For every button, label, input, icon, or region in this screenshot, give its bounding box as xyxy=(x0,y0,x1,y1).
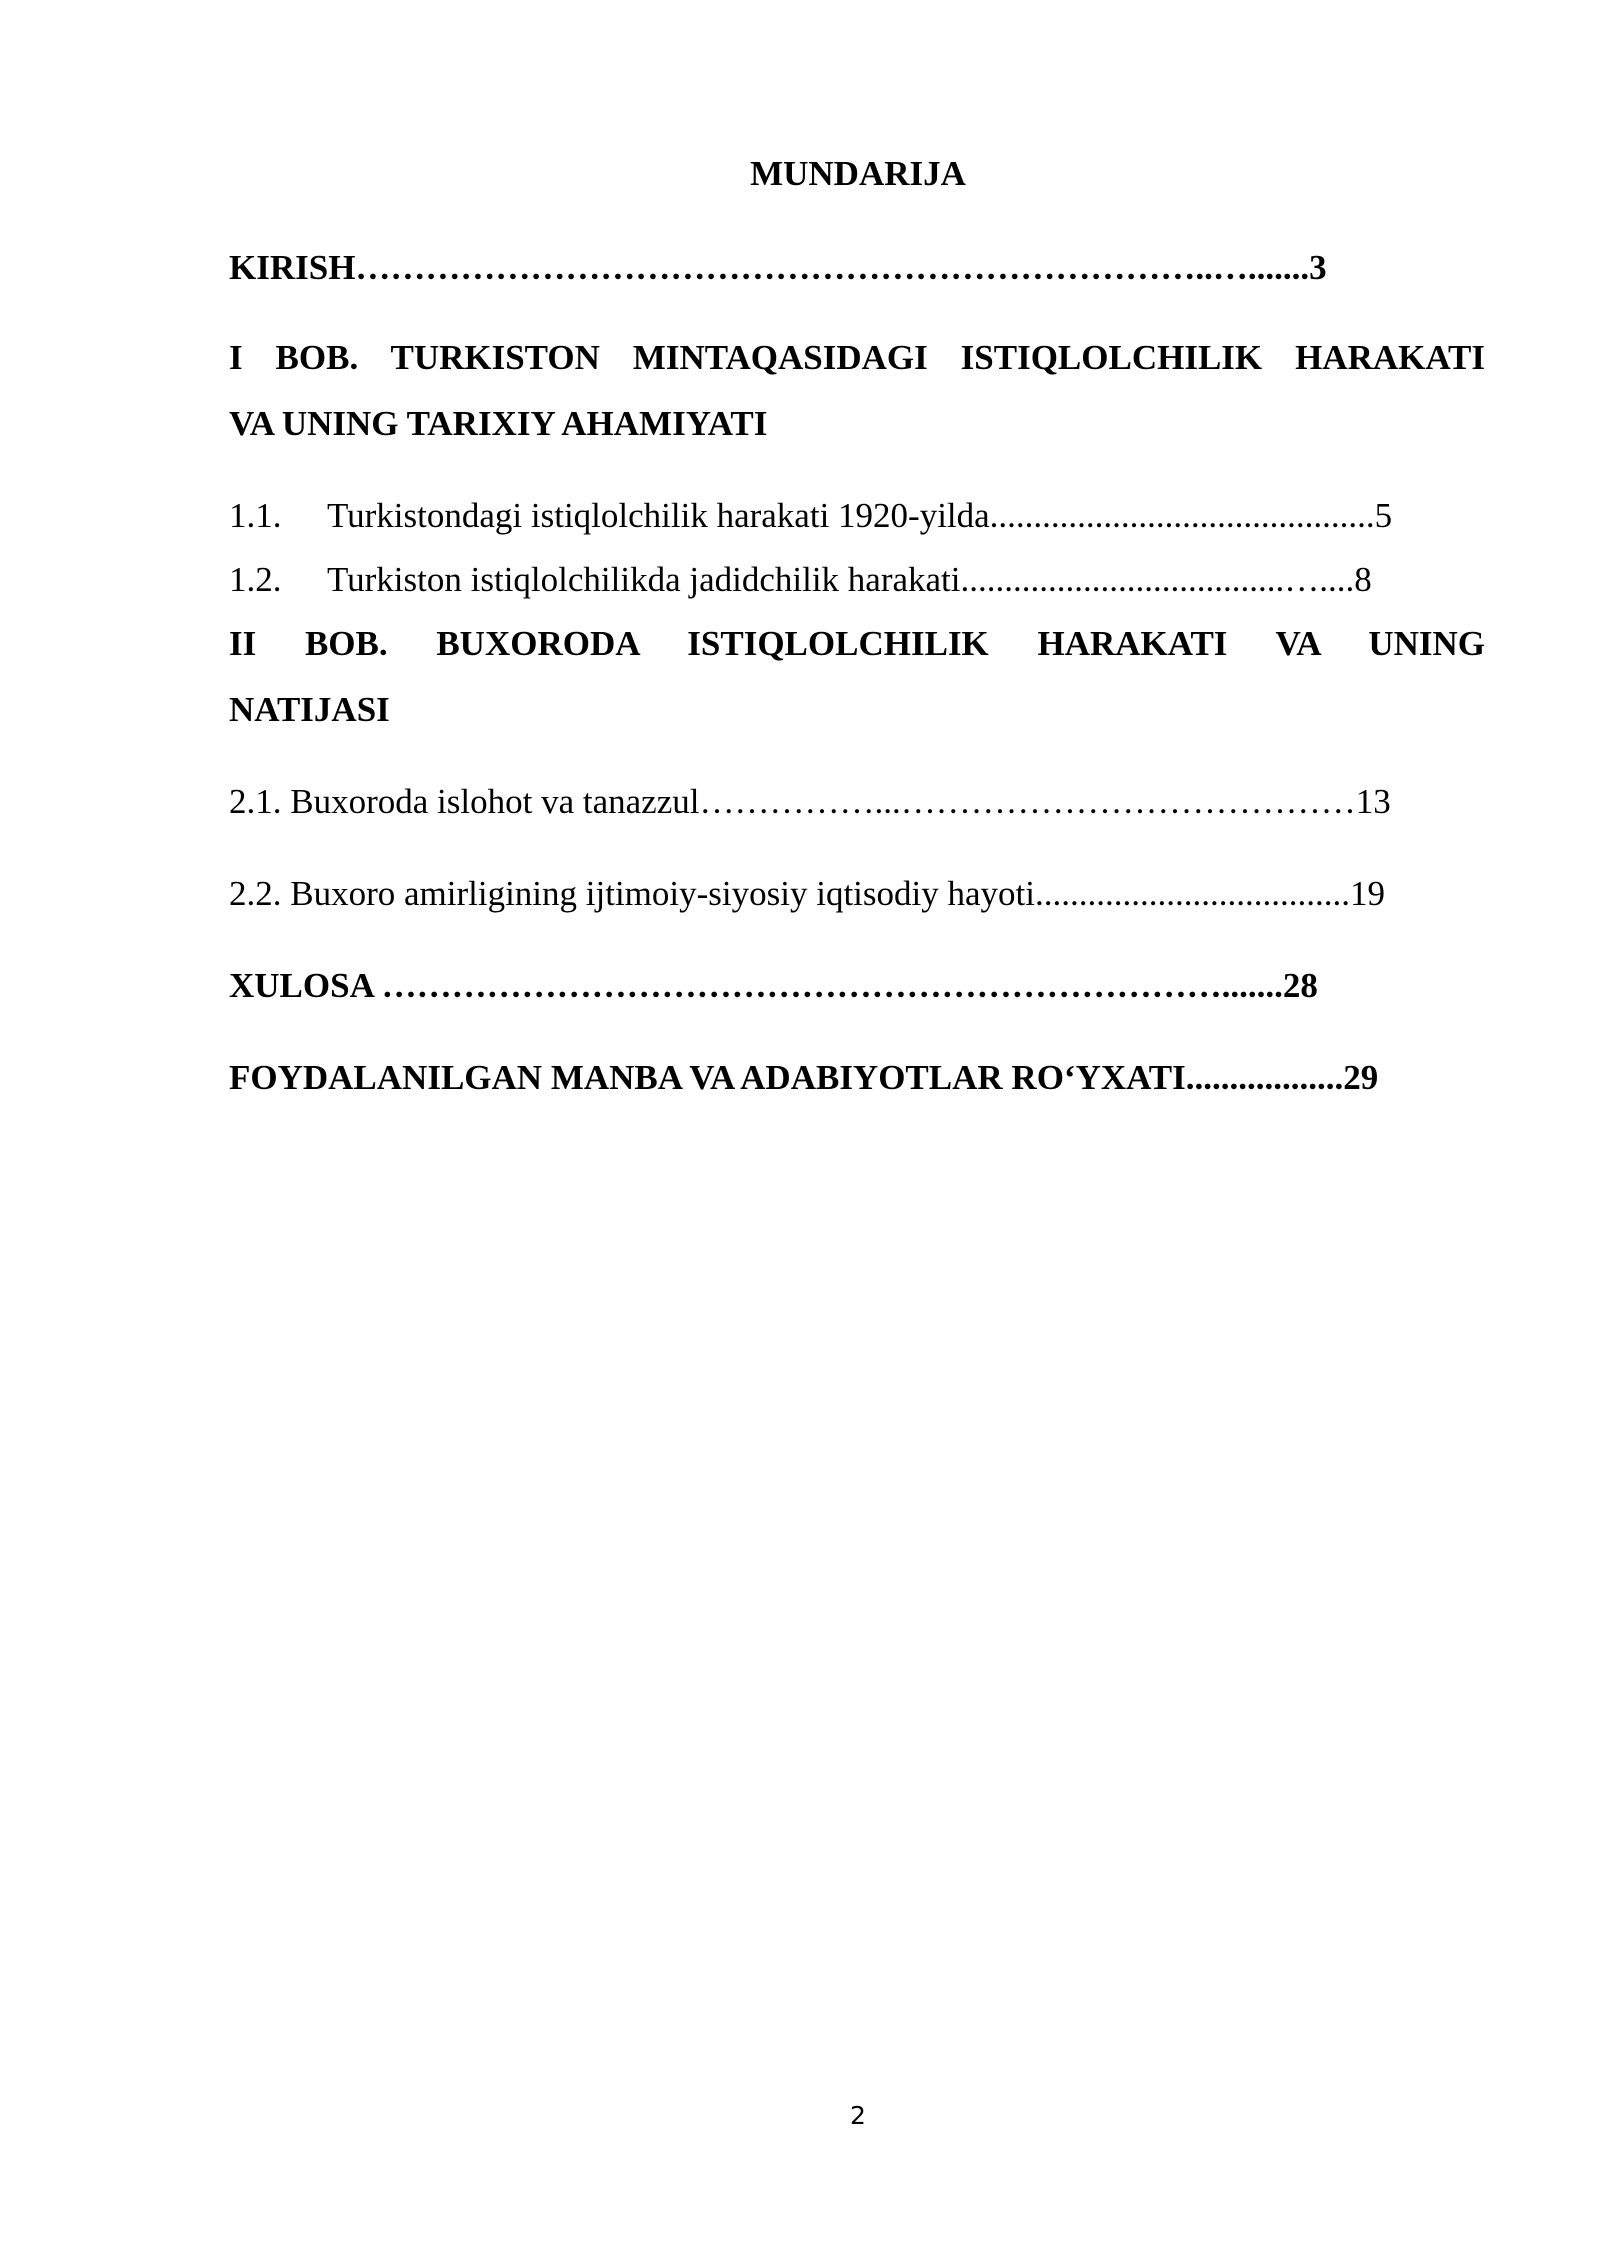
toc-entry-xulosa: XULOSA ……………………………………………………………….......28 xyxy=(229,966,1318,1005)
section-number: 1.1. xyxy=(229,496,282,535)
toc-entry-2-1: 2.1. Buxoroda islohot va tanazzul……………...…………………………………13 xyxy=(229,782,1391,821)
toc-entry-bibliography: FOYDALANILGAN MANBA VA ADABIYOTLAR RO‘YXATI..................29 xyxy=(229,1058,1379,1097)
toc-chapter-1-line-2: VA UNING TARIXIY AHAMIYATI xyxy=(229,404,768,443)
toc-entry-kirish: KIRISH………………………………………………………………..….......3 xyxy=(229,248,1327,287)
toc-chapter-1-line-1: I BOB. TURKISTON MINTAQASIDAGI ISTIQLOLCHILIK HARAKATI xyxy=(229,338,1485,377)
toc-chapter-2-line-1: II BOB. BUXORODA ISTIQLOLCHILIK HARAKATI VA UNING xyxy=(229,624,1485,663)
toc-entry-1-2 xyxy=(229,558,1372,602)
section-number: 1.2. xyxy=(229,560,282,599)
section-title: Turkistondagi istiqlolchilik harakati 1920-yilda............................................5 xyxy=(327,496,1393,535)
section-title: Turkiston istiqlolchilikda jadidchilik harakati.....................................…....8 xyxy=(327,560,1372,599)
page-title: MUNDARIJA xyxy=(750,154,966,193)
page-number: 2 xyxy=(850,2101,866,2130)
toc-entry-2-2: 2.2. Buxoro amirligining ijtimoiy-siyosiy iqtisodiy hayoti....................................19 xyxy=(229,874,1385,913)
toc-chapter-2-line-2: NATIJASI xyxy=(229,690,390,729)
toc-entry-1-1 xyxy=(229,494,1392,538)
